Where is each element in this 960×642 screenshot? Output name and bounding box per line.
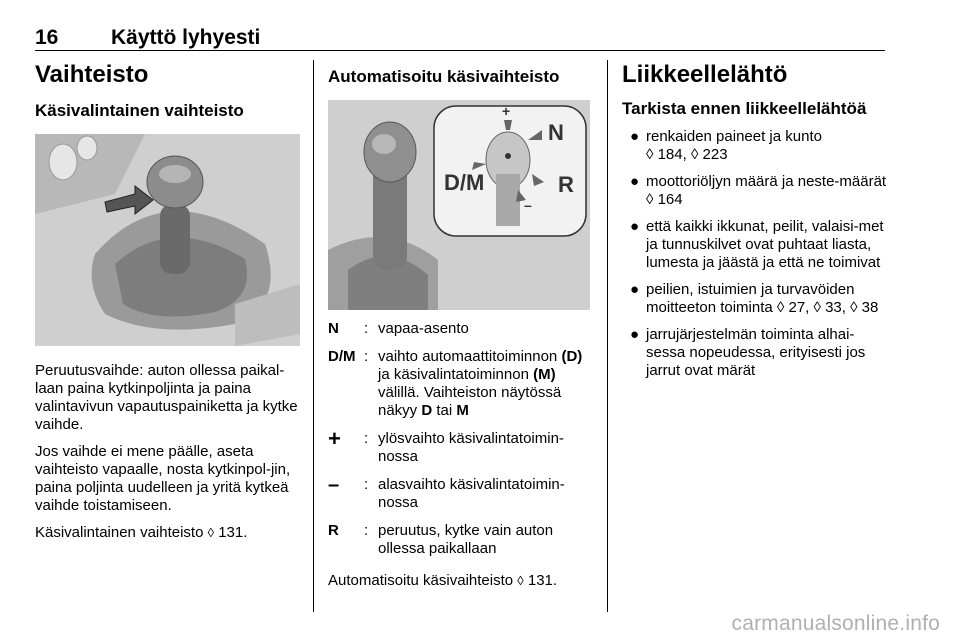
page-title: Käyttö lyhyesti — [111, 26, 261, 49]
list-item — [622, 128, 890, 164]
list-item — [328, 476, 590, 512]
figure-label-r: R — [558, 172, 574, 197]
item-symbol: D/M — [328, 348, 356, 365]
item-text: että kaikki ikkunat, peilit, valaisi-met ja tunnuskilvet ovat puhtaat liasta, lumesta ja jäästä ja että ne toimivat — [646, 218, 884, 271]
bullet-icon: ● — [630, 218, 640, 235]
page-ref-icon: ◊ — [207, 525, 215, 540]
item-colon: : — [364, 476, 369, 493]
item-refs: ◊ 184, ◊ 223 — [646, 146, 728, 163]
item-symbol: R — [328, 522, 339, 539]
item-colon: : — [364, 348, 369, 365]
checklist — [622, 128, 890, 380]
column-divider — [607, 60, 608, 612]
desc-bold: M — [456, 402, 469, 419]
page-ref-icon: ◊ — [517, 573, 524, 588]
item-desc: vapaa-asento — [378, 320, 469, 337]
list-item — [622, 326, 890, 380]
ref-page: 131. — [527, 572, 558, 589]
item-text: jarrujärjestelmän toiminta alhai-sessa nopeudessa, erityisesti jos jarrut ovat märät — [646, 326, 866, 379]
item-refs: ◊ 27, ◊ 33, ◊ 38 — [776, 299, 879, 316]
desc-bold: (M) — [533, 366, 556, 383]
minus-icon: – — [328, 474, 340, 496]
item-colon: : — [364, 522, 369, 539]
section-heading: Vaihteisto — [35, 61, 149, 88]
column-starting-off — [622, 60, 890, 389]
item-refs: ◊ 164 — [646, 191, 683, 208]
item-colon: : — [364, 320, 369, 337]
figure-label-dm: D/M — [444, 170, 485, 195]
bullet-icon: ● — [630, 128, 640, 145]
page-header — [35, 26, 885, 51]
item-colon: : — [364, 430, 369, 447]
page-number: 16 — [35, 26, 59, 49]
desc-text: välillä. Vaihteiston näytössä näkyy — [378, 384, 562, 419]
column-automated-gearbox — [328, 60, 590, 590]
section-heading: Liikkeellelähtö — [622, 61, 788, 88]
bullet-icon: ● — [630, 281, 640, 298]
svg-text:+: + — [502, 103, 511, 119]
paragraph: Jos vaihde ei mene päälle, aseta vaihteisto vapaalle, nosta kytkinpol-jin, paina poljinta uudelleen ja yritä kytkeä vaihde toistamiseen. — [35, 443, 291, 514]
item-desc: peruutus, kytke vain auton ollessa paikallaan — [378, 522, 554, 557]
ref-text: Automatisoitu käsivaihteisto — [328, 572, 514, 589]
item-desc: ylösvaihto käsivalintatoimin-nossa — [378, 430, 564, 465]
watermark: carmanualsonline.info — [731, 612, 940, 635]
desc-bold: D — [421, 402, 433, 419]
subsection-heading: Käsivalintainen vaihteisto — [35, 101, 244, 120]
item-text: peilien, istuimien ja turvavöiden moitteeton toiminta — [646, 281, 855, 316]
cross-reference — [328, 572, 590, 590]
desc-text: tai — [436, 402, 453, 419]
item-text: moottoriöljyn määrä ja neste-määrät — [646, 173, 887, 190]
list-item — [622, 281, 890, 317]
subsection-heading: Tarkista ennen liikkeellelähtöä — [622, 99, 867, 118]
plus-icon: + — [328, 426, 341, 451]
bullet-icon: ● — [630, 326, 640, 343]
list-item — [328, 320, 590, 338]
item-text: renkaiden paineet ja kunto — [646, 128, 822, 145]
item-desc — [378, 348, 590, 420]
list-item — [622, 173, 890, 209]
ref-text: Käsivalintainen vaihteisto — [35, 524, 204, 541]
paragraph: Peruutusvaihde: auton ollessa paikal-laan paina kytkinpoljinta ja paina valintavivun vapautuspainiketta ja kytke vaihde. — [35, 362, 298, 433]
section-heading: Automatisoitu käsivaihteisto — [328, 67, 560, 86]
figure-label-n: N — [548, 120, 564, 145]
list-item — [328, 426, 590, 466]
desc-bold: (D) — [561, 348, 583, 365]
automated-gearshift-illustration — [328, 100, 590, 310]
item-symbol: N — [328, 320, 339, 337]
desc-text: vaihto automaattitoiminnon — [378, 348, 558, 365]
list-item — [622, 218, 890, 272]
column-manual-gearbox — [35, 60, 300, 542]
list-item — [328, 348, 590, 420]
list-item — [328, 522, 590, 558]
svg-text:–: – — [524, 197, 532, 213]
bullet-icon: ● — [630, 173, 640, 190]
item-desc: alasvaihto käsivalintatoimin-nossa — [378, 476, 565, 511]
symbol-list — [328, 320, 590, 558]
manual-gearshift-illustration — [35, 134, 300, 346]
ref-page: 131. — [218, 524, 248, 541]
desc-text: ja käsivalintatoiminnon — [378, 366, 529, 383]
column-divider — [313, 60, 314, 612]
cross-reference — [35, 524, 300, 542]
